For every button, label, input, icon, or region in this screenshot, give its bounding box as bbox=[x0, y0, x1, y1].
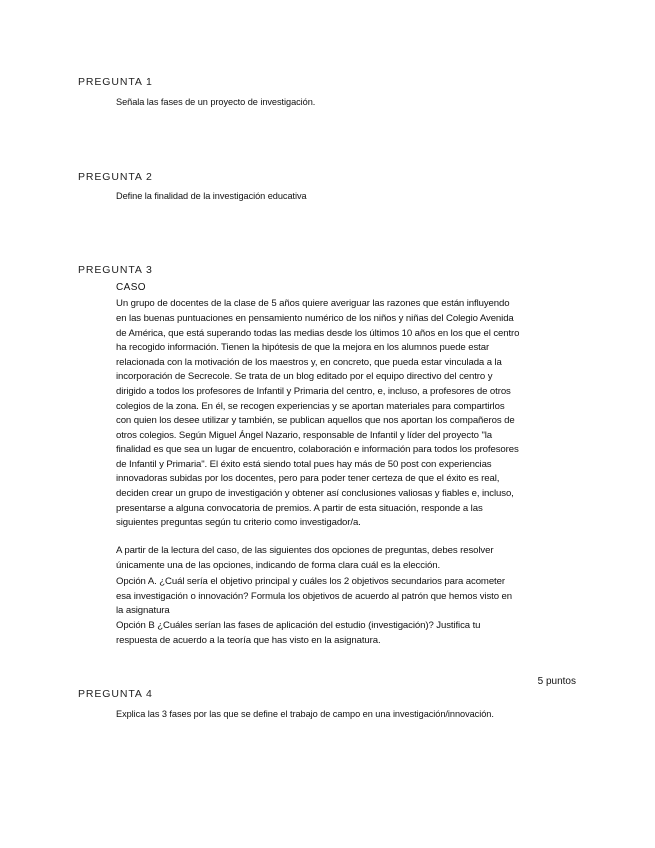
caso-line: Un grupo de docentes de la clase de 5 años quiere averiguar las razones que están influyendo bbox=[116, 298, 510, 309]
option-a-line: Opción A. ¿Cuál sería el objetivo principal y cuáles los 2 objetivos secundarios para acometer bbox=[116, 576, 505, 587]
caso-line: con quien los desee utilizar y también, se publican aquellos que nos aportan los compañeros de bbox=[116, 415, 515, 426]
pregunta-3-heading: PREGUNTA 3 bbox=[78, 264, 153, 276]
pregunta-1-heading: PREGUNTA 1 bbox=[78, 76, 153, 88]
option-b-line: respuesta de acuerdo a la teoría que has visto en la asignatura. bbox=[116, 635, 381, 646]
instruction-line: A partir de la lectura del caso, de las siguientes dos opciones de preguntas, debes resolver bbox=[116, 545, 494, 556]
caso-line: presentarse a alguna convocatoria de premios. A partir de esta situación, responde a las bbox=[116, 503, 483, 514]
caso-line: de América, que está superando todas las medias desde los últimos 10 años en los que el centro bbox=[116, 328, 520, 339]
caso-line: innovadoras subidas por los docentes, pero para poder tener certeza de que el éxito es real, bbox=[116, 473, 500, 484]
caso-line: en las buenas puntuaciones en pensamiento numérico de los niños y niñas del Colegio Avenida bbox=[116, 313, 514, 324]
caso-line: deciden crear un grupo de investigación y obtener así conclusiones valiosas y fiables e, incluso, bbox=[116, 488, 514, 499]
points-label: 5 puntos bbox=[537, 676, 576, 687]
caso-line: siguientes preguntas según tu criterio como investigador/a. bbox=[116, 517, 361, 528]
pregunta-4-text: Explica las 3 fases por las que se define el trabajo de campo en una investigación/innovación. bbox=[116, 709, 494, 719]
option-b-line: Opción B ¿Cuáles serían las fases de aplicación del estudio (investigación)? Justifica tu bbox=[116, 620, 481, 631]
option-a-line: la asignatura bbox=[116, 605, 170, 616]
pregunta-2-heading: PREGUNTA 2 bbox=[78, 171, 153, 183]
caso-line: de Infantil y Primaria". El éxito está siendo total pues hay más de 50 post con experiencias bbox=[116, 459, 492, 470]
caso-line: otros colegios. Según Miguel Ángel Nazario, responsable de Infantil y líder del proyecto "la bbox=[116, 430, 493, 441]
caso-label: CASO bbox=[116, 282, 146, 293]
pregunta-4-heading: PREGUNTA 4 bbox=[78, 688, 153, 700]
instruction-line: únicamente una de las opciones, indicando de forma clara cuál es la elección. bbox=[116, 560, 441, 571]
caso-line: colegios de la zona. En él, se recogen experiencias y se aportan materiales para compartirlos bbox=[116, 401, 505, 412]
caso-line: relacionada con la motivación de los maestros y, en concreto, que pueda estar vinculada a la bbox=[116, 357, 502, 368]
option-a-line: esa investigación o innovación? Formula los objetivos de acuerdo al patrón que hemos visto en bbox=[116, 591, 513, 602]
pregunta-1-text: Señala las fases de un proyecto de investigación. bbox=[116, 97, 316, 107]
caso-line: ha recogido información. Tienen la hipótesis de que la mejora en los alumnos puede estar bbox=[116, 342, 490, 353]
caso-line: dirigido a todos los profesores de Infantil y Primaria del centro, e, incluso, a profesores de otros bbox=[116, 386, 511, 397]
pregunta-2-text: Define la finalidad de la investigación educativa bbox=[116, 191, 307, 201]
caso-line: finalidad es que sea un lugar de encuentro, colaboración e información para todos los profesores bbox=[116, 444, 519, 455]
caso-line: incorporación de Secrecole. Se trata de un blog editado por el equipo directivo del centro y bbox=[116, 371, 493, 382]
